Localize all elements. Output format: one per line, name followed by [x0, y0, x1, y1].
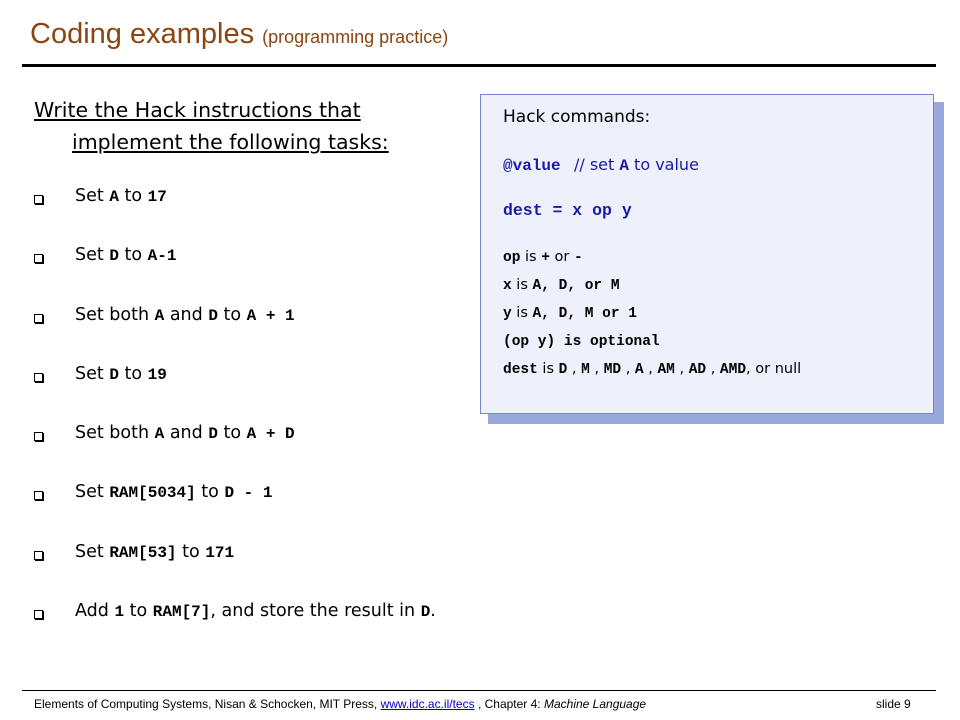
footer-source: Elements of Computing Systems, Nisan & Schocken, MIT Press, [34, 697, 381, 711]
text-fragment: to [118, 363, 148, 384]
square-bullet-icon [34, 432, 43, 441]
text-fragment: is [511, 305, 533, 321]
text-fragment: to [217, 423, 247, 444]
square-bullet-icon [34, 195, 43, 204]
code-fragment: D [420, 603, 431, 622]
code-fragment: RAM[53] [109, 543, 177, 562]
code-fragment: A + D [246, 425, 295, 444]
text-fragment: , [589, 361, 604, 377]
text-fragment: to [118, 186, 148, 206]
hack-commands-box [480, 94, 934, 414]
slide-title [30, 18, 448, 51]
text-fragment: is [511, 277, 533, 293]
text-fragment: Set both [75, 423, 155, 444]
code-fragment: x [503, 278, 512, 294]
task-heading [34, 94, 474, 158]
text-fragment: and [164, 304, 209, 325]
code-fragment: MD [603, 362, 622, 378]
square-bullet-icon [34, 314, 43, 323]
task-item [34, 423, 436, 482]
code-fragment: A [634, 362, 644, 378]
code-fragment: A, D, or M [532, 278, 620, 294]
rule-y [503, 305, 637, 322]
code-fragment: AD [688, 362, 707, 378]
task-item [34, 305, 436, 364]
code-fragment: M [581, 362, 590, 378]
text-fragment: is [520, 249, 542, 265]
text-fragment: , [567, 361, 582, 377]
text-fragment: , [706, 361, 720, 377]
code-fragment: D [109, 247, 119, 266]
task-list [34, 186, 436, 660]
square-bullet-icon [34, 491, 43, 500]
code-fragment: A [109, 188, 119, 206]
code-fragment: D [208, 306, 218, 325]
code-fragment: AMD [719, 362, 747, 378]
text-fragment: , [674, 361, 689, 377]
code-fragment: - [573, 250, 583, 266]
code-fragment: RAM[5034] [109, 484, 196, 503]
task-item [34, 482, 436, 541]
slide-number: slide 9 [876, 697, 911, 711]
text-fragment: Set [75, 363, 110, 384]
commands-heading: Hack commands: [503, 107, 651, 127]
text-fragment: , [621, 361, 635, 377]
code-fragment: A-1 [147, 247, 177, 266]
task-item [34, 364, 436, 423]
c-instruction-line: dest = x op y [503, 201, 632, 220]
text-fragment: to [195, 482, 225, 503]
code-fragment: AM [657, 362, 675, 378]
code-fragment: op [503, 250, 521, 266]
code-fragment: y [503, 306, 512, 322]
rule-op [503, 249, 583, 266]
text-fragment: and [164, 423, 209, 444]
text-fragment: Set [75, 245, 110, 266]
at-value-keyword: @value [503, 157, 561, 175]
code-fragment: A [154, 306, 165, 325]
a-instruction-line [503, 155, 699, 175]
rule-optional [503, 333, 660, 350]
text-fragment: Set [75, 482, 110, 503]
square-bullet-icon [34, 254, 43, 263]
code-fragment: A + 1 [246, 306, 295, 325]
code-fragment: D [208, 425, 218, 444]
code-fragment: D [558, 362, 568, 378]
square-bullet-icon [34, 551, 43, 560]
task-heading-line2: implement the following tasks: [72, 130, 389, 154]
code-fragment: A, D, M or 1 [532, 306, 637, 322]
code-fragment: A [154, 425, 165, 444]
footer-divider [22, 690, 936, 691]
square-bullet-icon [34, 373, 43, 382]
text-fragment: , and store the result in [210, 601, 421, 622]
code-fragment: 19 [147, 365, 167, 384]
text-fragment: is [537, 361, 559, 377]
text-fragment: to [118, 245, 148, 266]
task-heading-line1: Write the Hack instructions that [34, 98, 361, 122]
at-value-comment: // set A to value [573, 155, 699, 175]
text-fragment: Set [75, 541, 110, 562]
square-bullet-icon [34, 610, 43, 619]
code-fragment: 17 [147, 188, 167, 206]
task-item [34, 542, 436, 601]
text-fragment: to [176, 541, 206, 562]
title-divider [22, 64, 936, 67]
text-fragment: , or null [746, 361, 802, 377]
slide-subtitle: (programming practice) [262, 27, 449, 47]
text-fragment: Set both [75, 304, 155, 325]
footer-link[interactable]: www.idc.ac.il/tecs [380, 697, 475, 711]
task-item [34, 601, 436, 660]
footer-chapter: Machine Language [543, 697, 647, 711]
slide-title-text: Coding examples [30, 18, 255, 50]
text-fragment: or [549, 249, 574, 265]
text-fragment: to [124, 601, 153, 622]
code-fragment: RAM[7] [152, 603, 211, 622]
footer [34, 697, 646, 711]
text-fragment: Set [75, 186, 110, 206]
footer-chapter-prefix: , Chapter 4: [474, 697, 544, 711]
code-fragment: D [109, 365, 119, 384]
code-fragment: + [541, 250, 550, 266]
code-fragment: 1 [114, 603, 125, 622]
code-fragment: (op y) is optional [503, 334, 660, 350]
code-fragment: 171 [205, 543, 235, 562]
code-fragment: dest [503, 362, 538, 378]
task-item [34, 245, 436, 304]
rule-x [503, 277, 620, 294]
text-fragment: to [217, 304, 247, 325]
text-fragment: Add [75, 601, 115, 622]
text-fragment: , [643, 361, 658, 377]
rule-dest [503, 361, 801, 378]
task-item [34, 186, 436, 245]
code-fragment: D - 1 [224, 484, 273, 503]
text-fragment: . [430, 601, 436, 622]
